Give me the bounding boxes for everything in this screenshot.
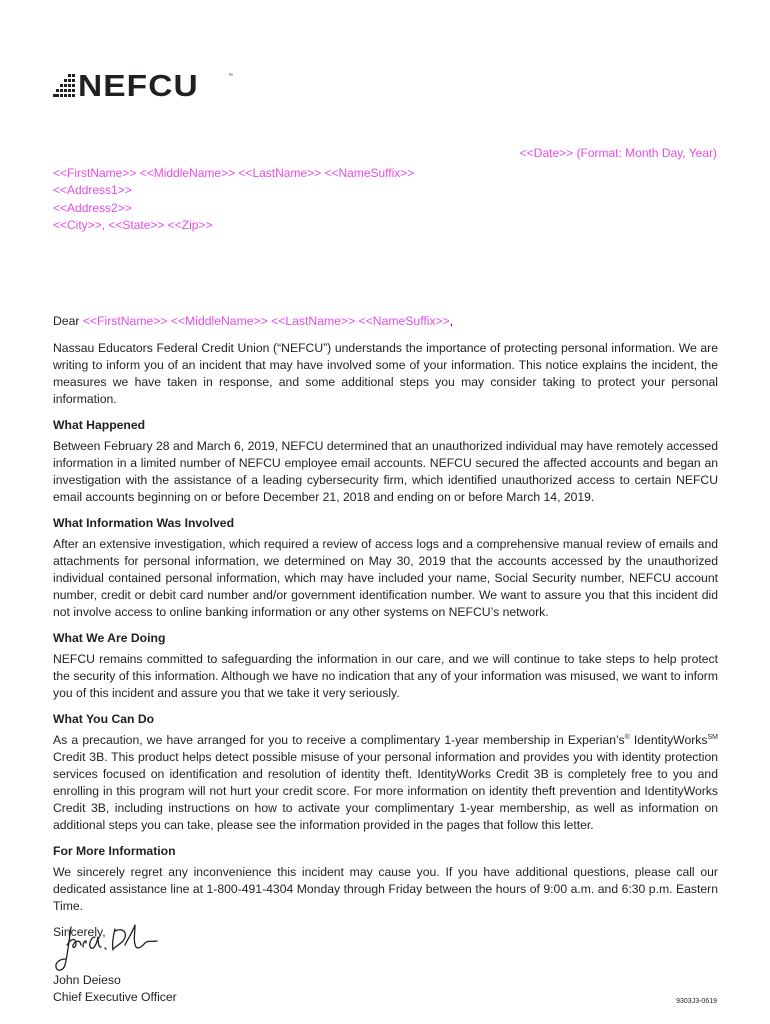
address-line-1: <<Address1>> [53,183,132,198]
what-we-are-doing-paragraph: NEFCU remains committed to safeguarding the information in our care, and we will continue to take steps to help protect the security of this information. Although we have no indication that any of your information was misused, we want to inform you of this incident and assure you that we take it very seriously. [53,652,718,700]
what-information-paragraph: After an extensive investigation, which required a review of access logs and a comprehensive manual review of emails and attachments for personal information, we determined on May 30, 2019 that the accounts accessed by the unauthorized individual contained personal information, which may have included your name, Social Security number, NEFCU account number, credit or debit card number and/or government identification number. We want to assure you that this incident did not involve access to online banking information or any other systems on NEFCU’s network. [53,537,718,619]
salutation-suffix: , [449,314,454,328]
date-merge-field: <<Date>> (Format: Month Day, Year) [519,146,717,160]
address-city-state-zip: <<City>>, <<State>> <<Zip>> [53,217,213,232]
trademark-symbol: ™ [228,73,233,79]
address-block [53,165,414,234]
address-line-2: <<Address2>> [53,200,132,215]
what-happened-heading: What Happened [53,418,146,432]
what-you-can-do-text-1: As a precaution, we have arranged for you to receive a complimentary 1-year membership in Experian’s [53,733,625,747]
handwritten-signature [53,915,163,975]
what-happened-paragraph: Between February 28 and March 6, 2019, NEFCU determined that an unauthorized individual may have remotely accessed information in a limited number of NEFCU employee email accounts. NEFCU secured the affected accounts and began an investigation with the assistance of a leading cybersecurity firm, which identified unauthorized access to certain NEFCU email accounts beginning on or before December 21, 2018 and ending on or before March 14, 2019. [53,439,718,504]
what-you-can-do-paragraph [53,732,718,834]
logo-dot-grid-icon [53,74,75,98]
address-name-line: <<FirstName>> <<MiddleName>> <<LastName>> <<NameSuffix>> [53,166,415,180]
letter-body [53,313,718,941]
signer-block [53,972,177,1006]
document-code: 9303J3-0619 [676,998,717,1005]
nefcu-logo [53,68,199,103]
service-mark: SM [707,733,718,741]
closing: Sincerely, [53,925,106,939]
logo-text: NEFCU [78,68,199,103]
what-we-are-doing-heading: What We Are Doing [53,631,166,645]
salutation-prefix: Dear [53,314,80,328]
intro-paragraph: Nassau Educators Federal Credit Union (“NEFCU”) understands the importance of protecting personal information. We are writing to inform you of an incident that may have involved some of your information. This notice explains the incident, the measures we have taken in response, and some additional steps you may consider taking to protect your personal information. [53,341,718,406]
what-information-heading: What Information Was Involved [53,516,235,530]
for-more-information-paragraph: We sincerely regret any inconvenience this incident may cause you. If you have additional questions, please call our dedicated assistance line at 1-800-491-4304 Monday through Friday between the hours of 9:00 a.m. and 6:30 p.m. Eastern Time. [53,865,718,913]
what-you-can-do-text-2: IdentityWorks [629,733,708,747]
signer-name: John Deieso [53,973,121,987]
what-you-can-do-heading: What You Can Do [53,712,155,726]
registered-mark: ® [624,733,630,741]
salutation [53,313,718,330]
signer-title: Chief Executive Officer [53,990,177,1004]
salutation-merge-name: <<FirstName>> <<MiddleName>> <<LastName>> <<NameSuffix>> [82,314,450,328]
for-more-information-heading: For More Information [53,844,176,858]
what-you-can-do-text-3: Credit 3B. This product helps detect possible misuse of your personal information and provides you with identity protection services focused on identification and resolution of identity theft. IdentityWorks Credit 3B is completely free to you and enrolling in this program will not hurt your credit score. For more information on identity theft prevention and IdentityWorks Credit 3B, including instructions on how to activate your complimentary 1-year membership, as well as information on additional steps you can take, please see the information provided in the pages that follow this letter. [53,750,718,832]
